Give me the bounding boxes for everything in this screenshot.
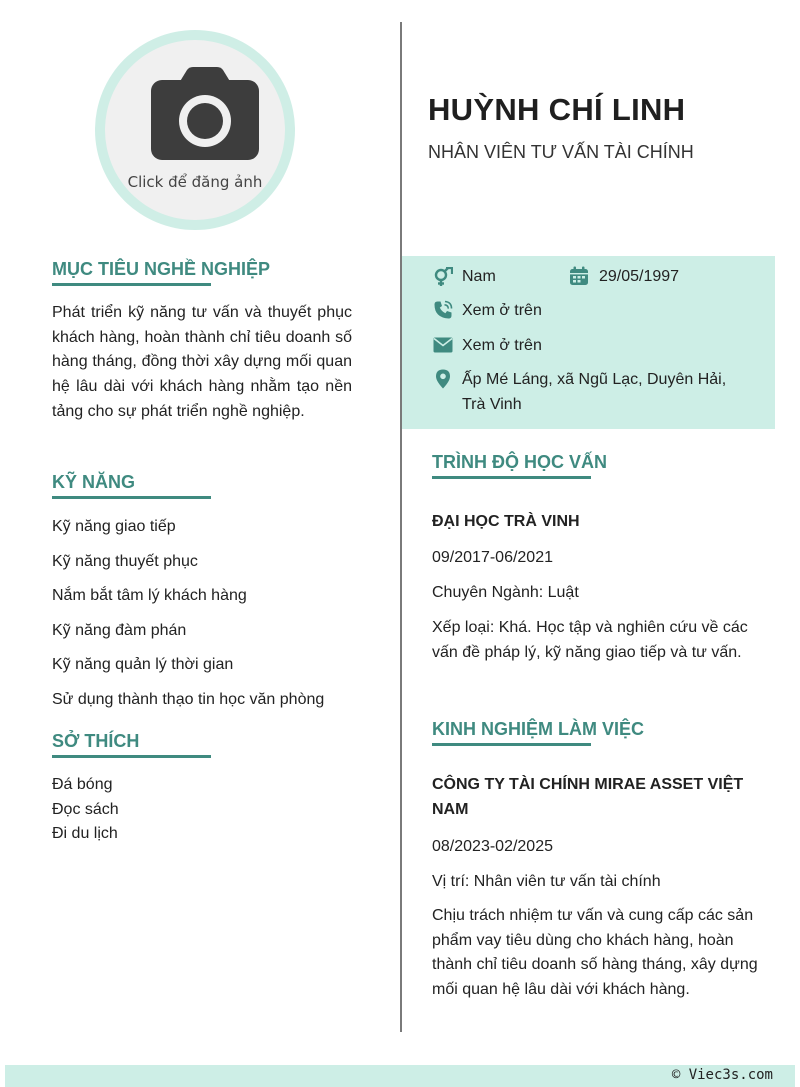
experience-title: KINH NGHIỆM LÀM VIỆC [432,719,645,739]
experience-title-underline [432,743,591,746]
skill-item: Kỹ năng thuyết phục [52,552,198,570]
skills-title: KỸ NĂNG [52,472,136,492]
experience-detail: Chịu trách nhiệm tư vấn và cung cấp các sản phẩm vay tiêu dùng cho khách hàng, hoàn thành chỉ tiêu doanh số hàng tháng, xây dựng mối quan hệ lâu dài với khách hàng. [432,907,758,999]
education-school: ĐẠI HỌC TRÀ VINH [432,513,580,530]
address-line1: Ấp Mé Láng, xã Ngũ Lạc, Duyên Hải, [462,371,727,388]
phone-icon [433,300,453,320]
candidate-job-title: NHÂN VIÊN TƯ VẤN TÀI CHÍNH [428,142,694,162]
objective-title-underline [52,283,211,286]
hobby-item: Đọc sách [52,800,119,818]
skill-item: Sử dụng thành thạo tin học văn phòng [52,690,325,708]
email-icon [433,335,453,355]
gender-value: Nam [462,268,496,285]
calendar-icon [569,266,589,286]
education-title-underline [432,476,591,479]
skills-list [52,515,352,723]
hobbies-title: SỞ THÍCH [52,731,140,751]
skill-item: Nắm bắt tâm lý khách hàng [52,587,247,605]
photo-upload[interactable] [95,30,295,230]
hobbies-list [52,773,352,847]
phone-value: Xem ở trên [462,302,542,319]
skill-item: Kỹ năng giao tiếp [52,518,176,535]
hobby-item: Đi du lịch [52,825,118,843]
hobby-item: Đá bóng [52,776,113,793]
experience-period: 08/2023-02/2025 [432,838,553,855]
skill-item: Kỹ năng đàm phán [52,621,187,639]
address-line2: Trà Vinh [462,396,522,413]
camera-icon [151,67,259,161]
objective-text: Phát triển kỹ năng tư vấn và thuyết phục khách hàng, hoàn thành chỉ tiêu doanh số hàng tháng, đồng thời xây dựng mối quan hệ lâu dài với khách hàng nhằm tạo nền tảng cho sự phát triển nghề nghiệp. [52,304,352,420]
experience-company: CÔNG TY TÀI CHÍNH MIRAE ASSET VIỆT NAM [432,776,744,818]
objective-title: MỤC TIÊU NGHỀ NGHIỆP [52,259,271,279]
gender-icon [433,267,453,287]
email-value: Xem ở trên [462,337,542,354]
hobbies-title-underline [52,755,211,758]
candidate-name: HUỲNH CHÍ LINH [428,92,686,127]
location-pin-icon [433,369,453,389]
contact-box [402,256,775,429]
skill-item: Kỹ năng quản lý thời gian [52,656,234,674]
education-title: TRÌNH ĐỘ HỌC VẤN [432,452,607,472]
photo-placeholder[interactable] [105,40,285,220]
experience-position: Vị trí: Nhân viên tư vấn tài chính [432,873,661,890]
footer-copyright: © Viec3s.com [671,1067,773,1083]
education-detail: Xếp loại: Khá. Học tập và nghiên cứu về các vấn đề pháp lý, kỹ năng giao tiếp và tư vấn. [432,619,748,661]
birthday-value: 29/05/1997 [599,268,680,285]
photo-caption: Click để đăng ảnh [127,173,263,191]
education-major: Chuyên Ngành: Luật [432,584,579,601]
footer-bar [5,1065,795,1087]
column-divider [400,22,402,1032]
skills-title-underline [52,496,211,499]
education-period: 09/2017-06/2021 [432,549,553,566]
